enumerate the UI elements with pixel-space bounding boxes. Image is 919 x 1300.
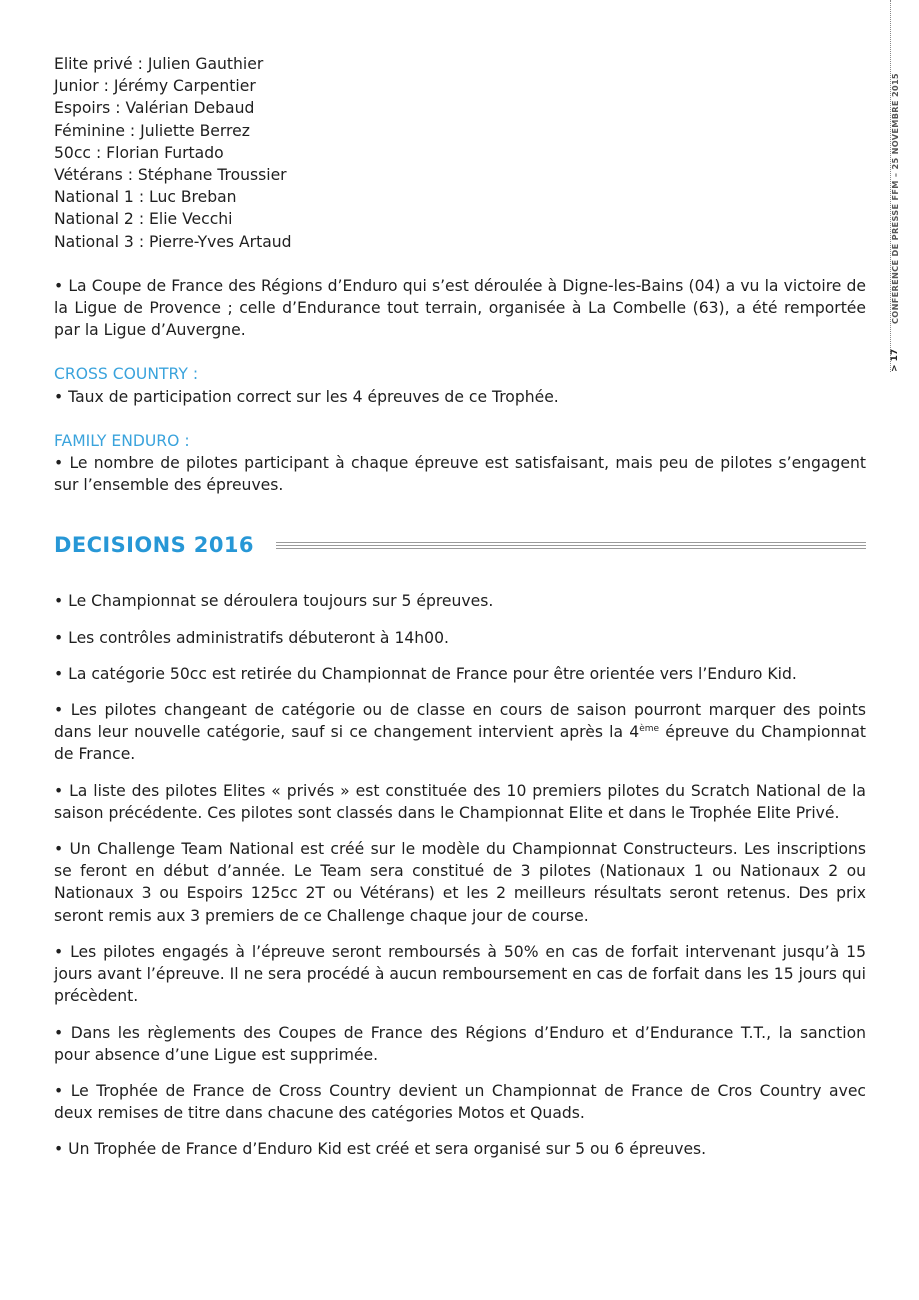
decision-item: • La liste des pilotes Elites « privés » est constituée des 10 premiers pilotes du Scratch National de la saison précédente. Ces pilotes sont classés dans le Championnat Elite et dans le Trophée Elite Privé. [54, 781, 866, 822]
winner-line: Féminine : Juliette Berrez [54, 121, 250, 140]
family-enduro-heading: FAMILY ENDURO : [54, 431, 190, 450]
decisions-list [54, 590, 866, 1160]
decision-item-text: épreuve du Championnat de France. [54, 723, 866, 764]
winners-list [54, 53, 866, 253]
decisions-title: DECISIONS 2016 [54, 534, 262, 556]
winner-line: Espoirs : Valérian Debaud [54, 99, 255, 118]
ordinal-superscript: ème [639, 724, 660, 735]
winner-line: National 3 : Pierre-Yves Artaud [54, 232, 292, 251]
coupe-paragraph: • La Coupe de France des Régions d’Enduro qui s’est déroulée à Digne-les-Bains (04) a vu la victoire de la Ligue de Provence ; celle d’Endurance tout terrain, organisée à La Combelle (63), a été remportée par la Ligue d’Auvergne. [54, 276, 866, 340]
winner-line: National 2 : Elie Vecchi [54, 210, 233, 229]
page-number: > 17 [890, 348, 900, 372]
cross-country-heading: CROSS COUNTRY : [54, 365, 199, 384]
cross-country-text: • Taux de participation correct sur les 4 épreuves de ce Trophée. [54, 387, 559, 406]
decisions-header [54, 534, 866, 560]
running-header: CONFERENCE DE PRESSE FFM – 25 NOVEMBRE 2015 [890, 73, 900, 324]
winner-line: Vétérans : Stéphane Troussier [54, 166, 287, 185]
decision-item: • Un Trophée de France d’Enduro Kid est créé et sera organisé sur 5 ou 6 épreuves. [54, 1140, 707, 1159]
decision-item: • Le Championnat se déroulera toujours sur 5 épreuves. [54, 592, 494, 611]
winner-line: 50cc : Florian Furtado [54, 143, 224, 162]
winner-line: Junior : Jérémy Carpentier [54, 77, 256, 96]
decision-item-text: • Les pilotes changeant de catégorie ou de classe en cours de saison pourront marquer des points dans leur nouvelle catégorie, sauf si ce changement intervient après la 4 [54, 701, 866, 742]
decisions-title-rule [276, 542, 866, 550]
decision-item: • La catégorie 50cc est retirée du Championnat de France pour être orientée vers l’Enduro Kid. [54, 664, 797, 683]
decision-item: • Dans les règlements des Coupes de France des Régions d’Enduro et d’Endurance T.T., la sanction pour absence d’une Ligue est supprimée. [54, 1023, 866, 1064]
page-content [54, 53, 866, 1175]
family-enduro-text: • Le nombre de pilotes participant à chaque épreuve est satisfaisant, mais peu de pilotes s’engagent sur l’ensemble des épreuves. [54, 454, 866, 495]
decision-item: • Les contrôles administratifs débuteront à 14h00. [54, 628, 449, 647]
decision-item: • Les pilotes engagés à l’épreuve seront remboursés à 50% en cas de forfait intervenant jusqu’à 15 jours avant l’épreuve. Il ne sera procédé à aucun remboursement en cas de forfait dans les 15 jours qui précèdent. [54, 942, 866, 1006]
winner-line: National 1 : Luc Breban [54, 188, 237, 207]
decision-item [54, 699, 866, 766]
winner-line: Elite privé : Julien Gauthier [54, 55, 264, 73]
decision-item: • Le Trophée de France de Cross Country devient un Championnat de France de Cros Country avec deux remises de titre dans chacune des catégories Motos et Quads. [54, 1081, 866, 1123]
decision-item: • Un Challenge Team National est créé sur le modèle du Championnat Constructeurs. Les inscriptions se feront en début d’année. Le Team sera constitué de 3 pilotes (Nationaux 1 ou Nationaux 2 ou Nationaux 3 ou Espoirs 125cc 2T ou Vétérans) et les 2 meilleurs résultats seront retenus. Des prix seront remis aux 3 premiers de ce Challenge chaque jour de course. [54, 840, 866, 925]
